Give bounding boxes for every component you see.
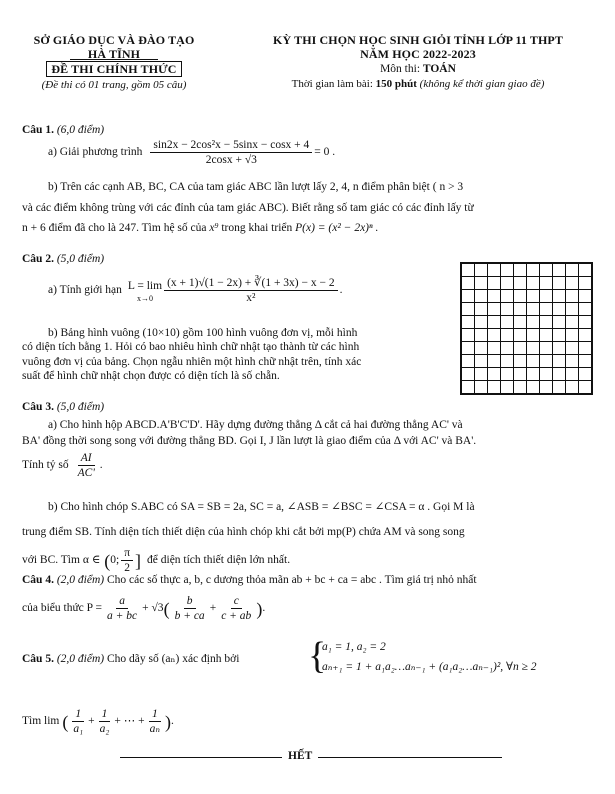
limit-denominator: x² — [246, 292, 256, 305]
term-2-num: 1 — [99, 707, 111, 722]
fraction-a-num: a — [116, 594, 128, 609]
term-n-den: aₙ — [149, 723, 161, 736]
ratio-fraction — [75, 451, 98, 481]
footer-rule-left — [120, 757, 282, 758]
sum-plus: + — [88, 715, 95, 728]
question-2-points: (5,0 điểm) — [56, 253, 105, 265]
limit-symbol: L = lim — [127, 280, 163, 293]
question-3b-line-2: trung điểm SB. Tính diện tích thiết diện của hình chóp khi cắt bởi mp(P) chứa AM và song song — [22, 525, 465, 538]
limit-end: . — [339, 284, 343, 297]
official-stamp-text: ĐỀ THI CHÍNH THỨC — [46, 61, 181, 77]
question-1b-text-a: n + 6 điểm đã cho là 247. Tìm hệ số của — [22, 222, 207, 235]
ratio-label: Tính tỷ số — [22, 459, 69, 472]
question-2b-line-4: suất để hình chữ nhật chọn được có diện tích là số chẵn. — [22, 370, 280, 383]
equation-denominator: 2cosx + √3 — [205, 154, 257, 167]
pi-over-two — [121, 546, 133, 576]
interval-text: để diện tích thiết diện lớn nhất. — [147, 554, 291, 567]
term-1-den: a₁ — [73, 723, 84, 736]
question-2-heading — [22, 252, 104, 268]
fraction-c-den: c + ab — [221, 610, 252, 623]
question-2b-line-3: vuông đơn vị của bảng. Chọn ngẫu nhiên một hình chữ nhật trên, tính xác — [22, 355, 362, 368]
question-3-title: Câu 3. — [22, 401, 54, 413]
fraction-c-num: c — [231, 594, 242, 609]
header-divider — [70, 59, 158, 60]
system-brace: { — [308, 635, 327, 677]
question-5-points: (2,0 điểm) — [56, 653, 105, 665]
ratio-denominator: AC' — [77, 467, 95, 480]
sum-close-paren: ) — [165, 711, 172, 732]
close-paren: ) — [256, 598, 263, 619]
sum-open-paren: ( — [62, 711, 69, 732]
question-5-title: Câu 5. — [22, 653, 54, 665]
fraction-c — [218, 594, 254, 624]
pi-denominator: 2 — [124, 562, 130, 575]
interval-zero: 0; — [110, 554, 120, 567]
question-3a — [22, 418, 592, 481]
province-name: HÀ TĨNH — [87, 47, 141, 61]
question-3-points: (5,0 điểm) — [56, 401, 105, 413]
subject-label: Môn thi: — [380, 63, 421, 75]
limit-numerator: (x + 1)√(1 − 2x) + ∛(1 + 3x) − x − 2 — [164, 276, 338, 291]
question-5-limit — [22, 707, 174, 737]
sqrt3-term: + √3 — [142, 602, 164, 615]
question-1-title: Câu 1. — [22, 124, 54, 136]
question-5-heading — [22, 652, 239, 668]
plus-sign: + — [209, 602, 217, 615]
question-4-line-1 — [22, 573, 602, 589]
time-value: 150 phút — [375, 78, 417, 90]
expression-label: của biểu thức P = — [22, 602, 102, 615]
department-name: SỞ GIÁO DỤC VÀ ĐÀO TẠO — [33, 33, 195, 47]
question-2-title: Câu 2. — [22, 253, 54, 265]
question-1-points: (6,0 điểm) — [56, 124, 105, 136]
fraction-b-num: b — [184, 594, 196, 609]
interval-open-paren: ( — [104, 550, 111, 571]
question-2b-line-2: có diện tích bằng 1. Hỏi có bao nhiêu hình chữ nhật tạo thành từ các hình — [22, 341, 360, 354]
question-1b-line-2: và các điểm không trùng với các đỉnh của tam giác ABC). Biết rằng số tam giác có các đỉnh lấy từ — [22, 201, 474, 214]
fraction-b — [172, 594, 208, 624]
ten-by-ten-grid-figure — [460, 262, 593, 395]
fraction-a-den: a + bc — [107, 610, 138, 623]
term-1 — [70, 707, 86, 737]
limit-operator — [128, 279, 162, 303]
sum-dots: + ⋯ + — [114, 715, 145, 728]
exam-paper-note: (Đề thi có 01 trang, gồm 05 câu) — [41, 79, 187, 91]
expression-end: . — [262, 602, 266, 615]
official-label — [10, 61, 218, 77]
question-4-expression — [22, 594, 265, 624]
end-marker: HẾT — [288, 750, 313, 762]
question-2b — [22, 326, 454, 384]
interval-label: với BC. Tìm α ∈ — [22, 554, 101, 567]
question-3-heading — [22, 400, 104, 416]
question-2b-line-1: b) Bảng hình vuông (10×10) gồm 100 hình vuông đơn vị, mỗi hình — [48, 327, 358, 339]
term-2-den: a₂ — [99, 723, 110, 736]
sum-end: . — [171, 715, 174, 728]
system-line-1: a₁ = 1, a₂ = 2 — [322, 641, 386, 653]
expansion-expression: P(x) = (x² − 2x)ⁿ . — [295, 222, 379, 235]
question-4-statement: Cho các số thực a, b, c dương thỏa mãn ab + bc + ca = abc . Tìm giá trị nhỏ nhất — [106, 574, 477, 586]
question-1b-line-1: b) Trên các cạnh AB, BC, CA của tam giác ABC lần lượt lấy 2, 4, n điểm phân biệt ( n > 3 — [48, 181, 464, 193]
term-n — [147, 707, 163, 737]
limit-fraction — [164, 276, 338, 306]
question-1a-label: a) Giải phương trình — [48, 146, 143, 159]
fraction-b-den: b + ca — [174, 610, 205, 623]
question-1b-text-b: trong khai triển — [221, 222, 293, 235]
question-4-title: Câu 4. — [22, 574, 54, 586]
power-term: x⁹ — [209, 222, 219, 235]
time-note: (không kể thời gian giao đề) — [419, 78, 545, 90]
open-paren: ( — [163, 598, 170, 619]
exam-title: KỲ THI CHỌN HỌC SINH GIỎI TỈNH LỚP 11 THPT — [273, 33, 563, 47]
question-4-points: (2,0 điểm) — [56, 574, 105, 586]
question-1-heading — [22, 123, 104, 139]
footer-rule-right — [318, 757, 502, 758]
school-year: NĂM HỌC 2022-2023 — [360, 47, 476, 61]
equation-numerator: sin2x − 2cos²x − 5sinx − cosx + 4 — [150, 138, 312, 153]
fraction-a — [104, 594, 140, 624]
question-1b — [22, 180, 592, 237]
question-3a-line-2: BA' đồng thời song song với đường thẳng BD. Gọi I, J lần lượt là giao điểm của Δ với AC' và BA'. — [22, 434, 477, 447]
question-1b-line-3 — [22, 221, 592, 237]
question-3a-line-3 — [22, 451, 592, 481]
term-2 — [97, 707, 113, 737]
term-n-num: 1 — [149, 707, 161, 722]
question-2a — [48, 276, 342, 306]
question-2a-label: a) Tính giới hạn — [48, 284, 122, 297]
system-line-2: aₙ₊₁ = 1 + a₁a₂…aₙ₋₁ + (a₁a₂…aₙ₋₁)², ∀n ≥ 2 — [322, 661, 537, 673]
limit-subscript: x→0 — [136, 293, 153, 303]
equation-fraction — [150, 138, 312, 168]
pi-symbol: π — [121, 546, 133, 561]
term-1-num: 1 — [72, 707, 84, 722]
time-line — [230, 77, 606, 92]
equation-rhs: = 0 . — [314, 146, 336, 159]
ratio-end: . — [99, 459, 103, 472]
time-label: Thời gian làm bài: — [291, 78, 373, 90]
question-3b-line-1: b) Cho hình chóp S.ABC có SA = SB = 2a, SC = a, ∠ASB = ∠BSC = ∠CSA = α . Gọi M là — [48, 501, 475, 513]
question-3b-line-3 — [22, 546, 592, 576]
limit-label: Tìm lim — [22, 715, 60, 728]
ratio-numerator: AI — [78, 451, 95, 466]
question-3b — [22, 500, 592, 576]
subject-value: TOÁN — [422, 63, 456, 75]
question-1a — [48, 138, 335, 168]
subject-line — [230, 62, 606, 78]
question-3a-line-1: a) Cho hình hộp ABCD.A'B'C'D'. Hãy dựng đường thẳng Δ cắt cả hai đường thẳng AC' và — [48, 419, 463, 431]
interval-close-bracket: ] — [135, 550, 142, 571]
question-5-intro: Cho dãy số (aₙ) xác định bởi — [106, 653, 240, 665]
